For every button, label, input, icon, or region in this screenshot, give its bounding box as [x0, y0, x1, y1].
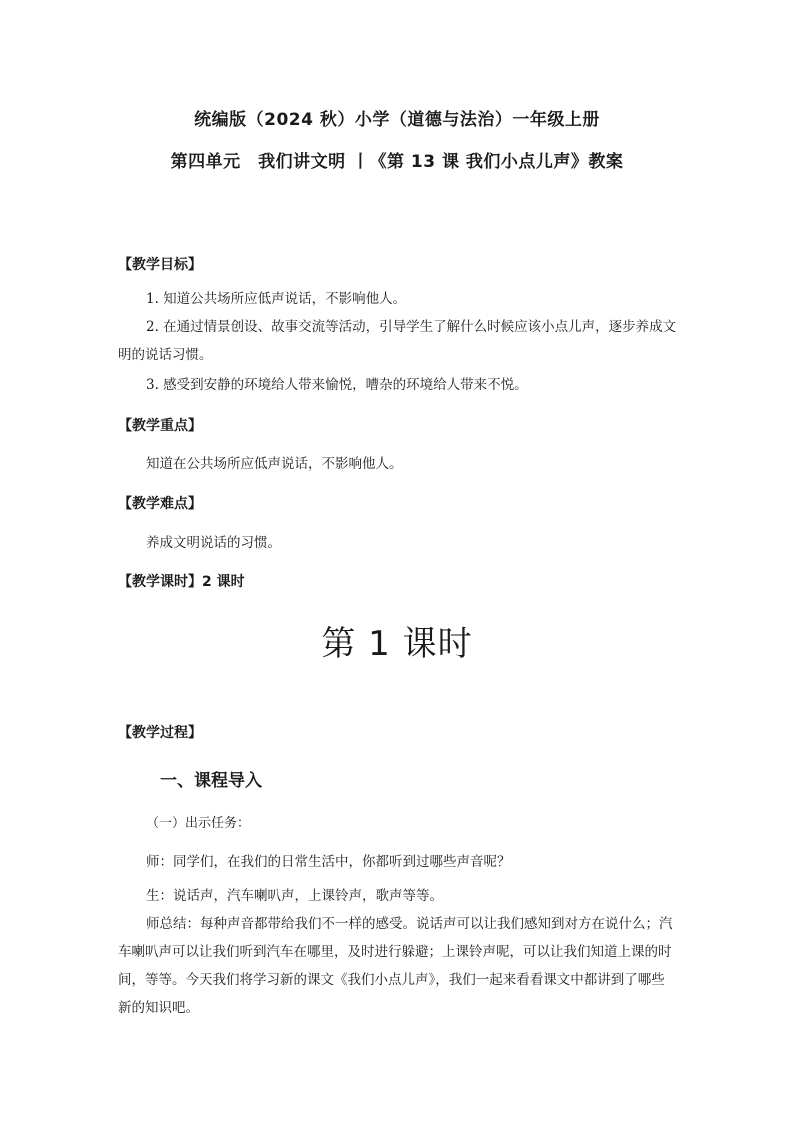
difficulties-text: 养成文明说话的习惯。 — [146, 535, 281, 551]
key-points-text: 知道在公共场所应低声说话，不影响他人。 — [146, 456, 403, 472]
process-heading: 【教学过程】 — [118, 725, 202, 741]
objectives-heading: 【教学目标】 — [118, 257, 202, 273]
teacher-summary: 师总结：每种声音都带给我们不一样的感受。说话声可以让我们感知到对方在说什么；汽车喇叭声可以让我们听到汽车在哪里，及时进行躲避；上课铃声呢，可以让我们知道上课的时间，等等。今天我们将学习新的课文《我们小点儿声》，我们一起来看看课文中都讲到了哪些新的知识吧。 — [118, 916, 673, 1016]
objective-item-1: 1. 知道公共场所应低声说话，不影响他人。 — [146, 291, 407, 307]
key-points-heading: 【教学重点】 — [118, 418, 202, 434]
dialogue-teacher-question: 师：同学们，在我们的日常生活中，你都听到过哪些声音呢？ — [146, 854, 511, 870]
document-subtitle: 第四单元 我们讲文明 丨《第 13 课 我们小点儿声》教案 — [170, 152, 624, 172]
lesson-title: 第 1 课时 — [321, 624, 473, 664]
subsection-heading-task: （一）出示任务： — [146, 816, 251, 831]
objective-item-3: 3. 感受到安静的环境给人带来愉悦，嘈杂的环境给人带来不悦。 — [146, 377, 528, 393]
difficulties-heading: 【教学难点】 — [118, 496, 202, 512]
objective-item-2: 2. 在通过情景创设、故事交流等活动，引导学生了解什么时候应该小点儿声，逐步养成文明的说话习惯。 — [118, 319, 677, 363]
section-heading-intro: 一、课程导入 — [160, 771, 262, 791]
document-title: 统编版（2024 秋）小学（道德与法治）一年级上册 — [194, 110, 600, 130]
dialogue-student-answer: 生：说话声，汽车喇叭声，上课铃声，歌声等等。 — [146, 888, 443, 904]
hours-heading: 【教学课时】2 课时 — [118, 574, 245, 590]
